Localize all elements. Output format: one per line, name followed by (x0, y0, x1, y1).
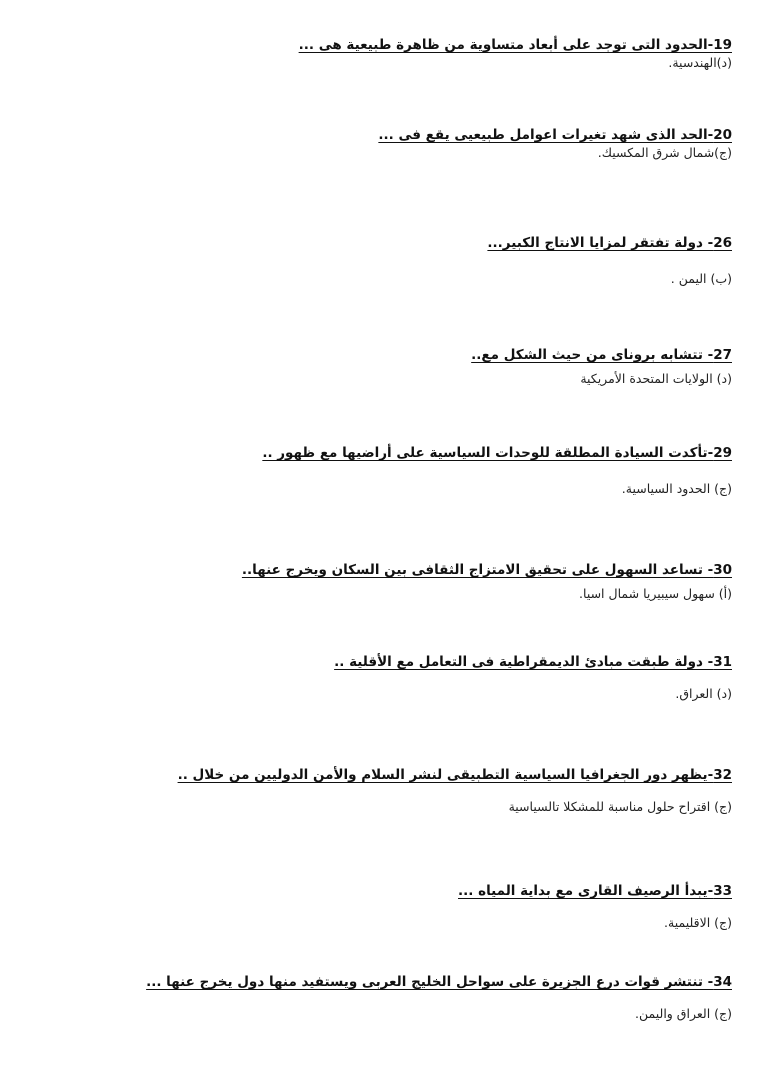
question-26-text: 26- دولة تفتقر لمزايا الانتاج الكبير... (487, 235, 732, 251)
question-block-27 (32, 346, 732, 388)
answer-29-text: (ج) الحدود السياسية. (621, 481, 732, 496)
answer-26-text: (ب) اليمن . (670, 271, 732, 286)
question-19-text: 19-الحدود التى توجد على أبعاد متساوية من ظاهرة طبيعية هى ... (298, 37, 732, 53)
answer-19-text: (د)الهندسية. (668, 55, 732, 70)
question-27-text: 27- تتشابه بروناى من حيث الشكل مع.. (471, 347, 732, 363)
answer-32-text: (ج) اقتراح حلول مناسبة للمشكلا تالسياسية (508, 799, 732, 814)
question-block-32 (32, 766, 732, 816)
question-32-text: 32-يظهر دور الجغرافيا السياسية التطبيقى لنشر السلام والأمن الدوليين من خلال .. (177, 767, 732, 783)
question-block-33 (32, 882, 732, 932)
answer-34-text: (ج) العراق واليمن. (635, 1006, 732, 1021)
question-31-text: 31- دولة طبقت مبادئ الديمقراطية فى التعامل مع الأقلية .. (334, 654, 732, 670)
answer-31-text: (د) العراق. (675, 686, 732, 701)
question-block-30 (32, 561, 732, 603)
question-block-19 (32, 36, 732, 72)
question-30-text: 30- تساعد السهول على تحقيق الامتزاج الثقافى بين السكان ويخرج عنها.. (241, 562, 732, 578)
question-block-31 (32, 653, 732, 703)
question-33-text: 33-يبدأ الرصيف القارى مع بداية المياه ... (458, 883, 732, 899)
question-block-29 (32, 444, 732, 498)
question-29-text: 29-تأكدت السيادة المطلقة للوحدات السياسية على أراضيها مع ظهور .. (262, 445, 732, 461)
question-34-text: 34- تنتشر قوات درع الجزيرة على سواحل الخليج العربى ويستفيد منها دول يخرج عنها ... (146, 974, 732, 990)
answer-33-text: (ج) الاقليمية. (664, 915, 732, 930)
question-block-20 (32, 126, 732, 162)
question-block-34 (32, 973, 732, 1023)
answer-27-text: (د) الولايات المتحدة الأمريكية (580, 371, 732, 386)
question-20-text: 20-الحد الذى شهد تغيرات اعوامل طبيعيى يقع فى ... (378, 127, 732, 143)
answer-20-text: (ج)شمال شرق المكسيك. (597, 145, 732, 160)
question-block-26 (32, 234, 732, 288)
answer-30-text: (أ) سهول سيبيريا شمال اسيا. (579, 586, 732, 601)
